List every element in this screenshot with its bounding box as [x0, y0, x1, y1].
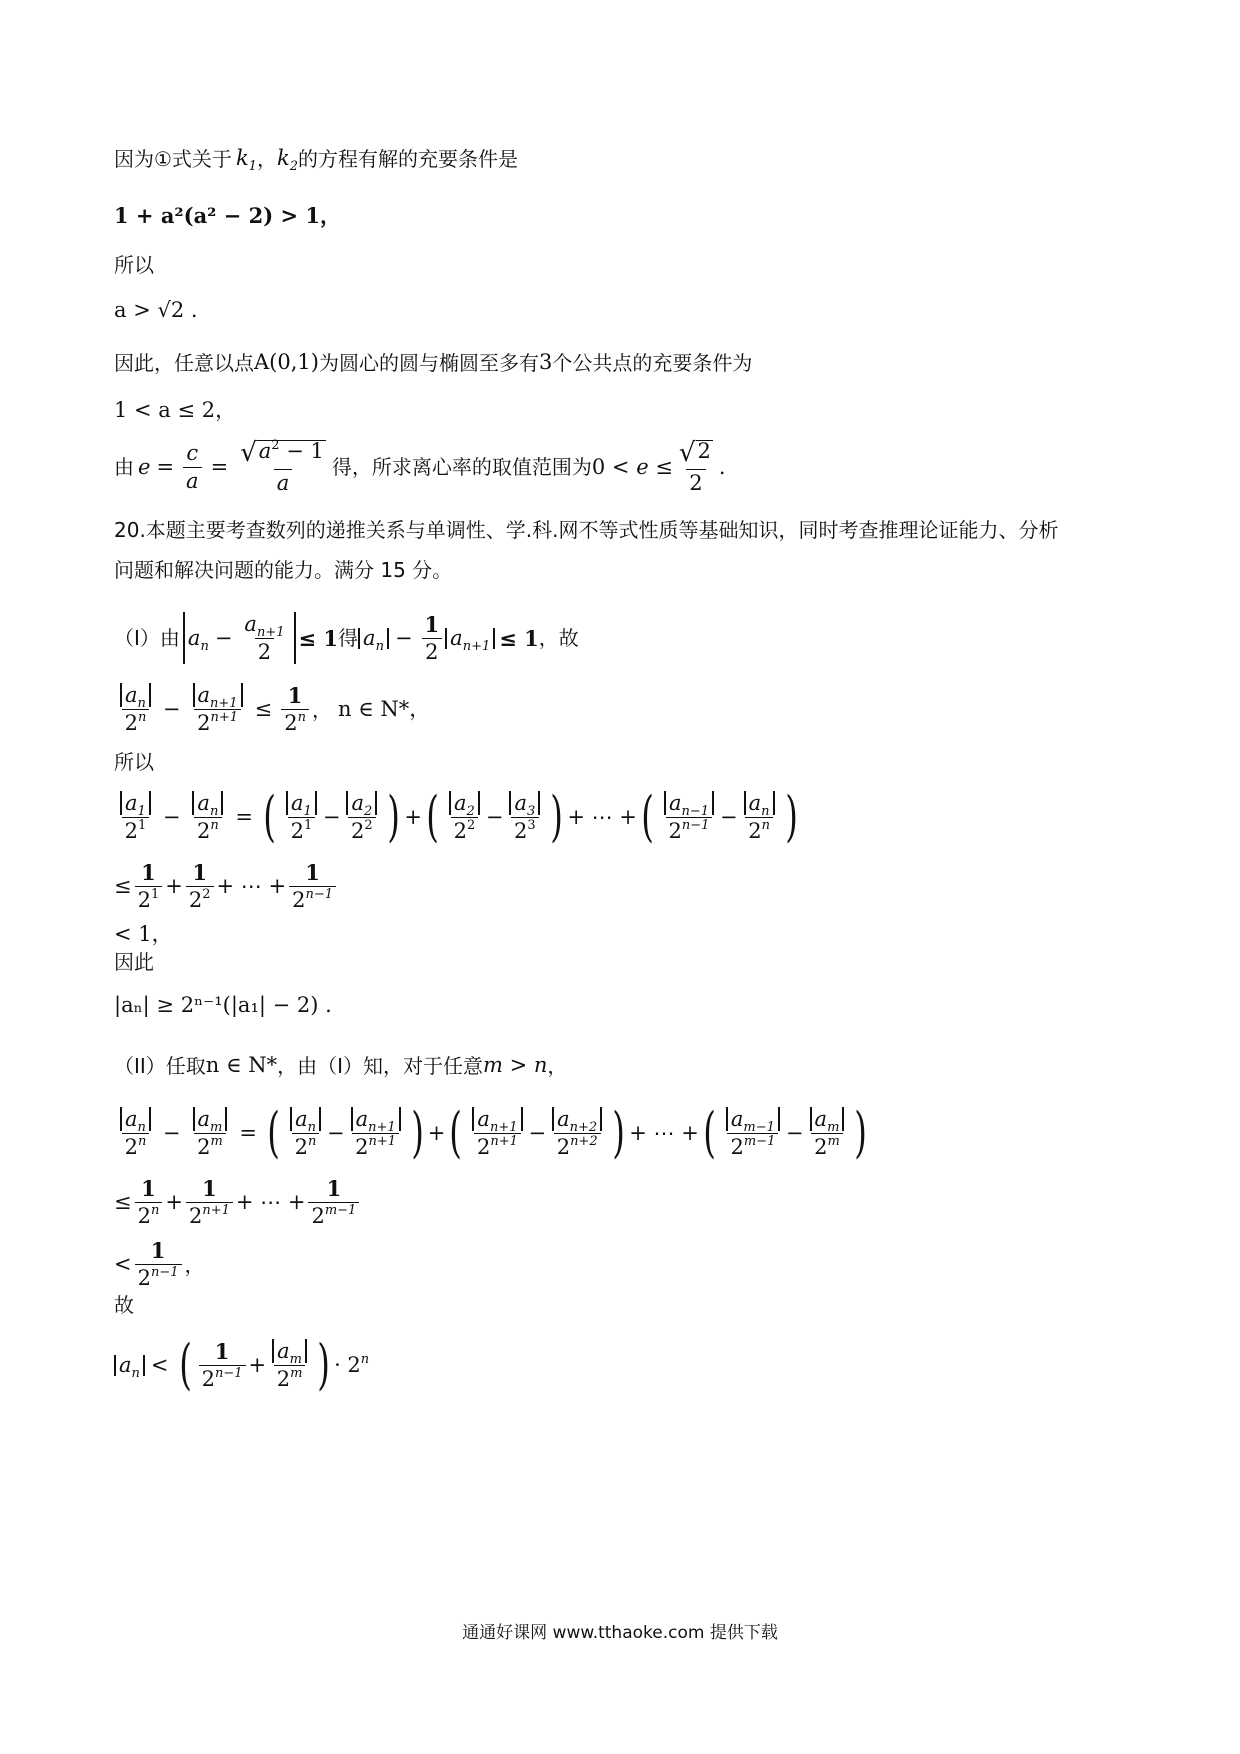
text-line	[114, 1055, 567, 1076]
formula-line: ≤ $\frac{1}{2^1}$ + $\frac{1}{2^2}$ + ⋯ + $\frac{1}{2^{n-1}}$	[114, 862, 339, 911]
formula-line: < $\frac{1}{2^{n-1}}$ ，	[114, 1238, 205, 1290]
text: 的方程有解的充要条件是	[297, 146, 518, 171]
text: 为圆心的圆与椭圆至多有	[318, 350, 539, 375]
text-line: 20.本题主要考查数列的递推关系与单调性、学.科.网不等式性质等基础知识，同时考查推理论证能力、分析	[114, 518, 1059, 542]
text-line: 因为①式关于 $k_1$ ， $k_2$ 的方程有解的充要条件是	[114, 146, 518, 174]
text-line: 问题和解决问题的能力。满分 15 分。	[114, 558, 453, 582]
formula-line: $\frac{a_n}{2^n}$ − $\frac{a_{n+1}}{2^{n+1}}$ ≤ $\frac{1}{2^n}$ ， n ∈ N*，	[114, 685, 430, 734]
formula-line: （I）由 $a_n$ − $\frac{a_{n+1}}{2}$ ≤ 1 得 $a_n$ − $\frac{1}{2}$ $a_{n+1}$ ≤ 1 ，故	[114, 611, 579, 664]
formula-line: 由 e = $\frac{c}{a}$ = √ $a^2 - 1$ a 得，所求离心率的取值范围为 0 < e ≤ √ 2 2 .	[114, 438, 726, 495]
formula-line: < 1，	[114, 922, 173, 946]
formula-line: |aₙ| ≥ 2ⁿ⁻¹(|a₁| − 2) .	[114, 993, 332, 1017]
text-line	[114, 352, 752, 373]
text: （I）由	[114, 626, 180, 650]
text: 得，所求离心率的取值范围为	[331, 455, 592, 479]
text-line: 故	[114, 1293, 134, 1317]
page-footer: 通通好课网 www.tthaoke.com 提供下载	[462, 1623, 778, 1643]
text: 因此，任意以点	[114, 350, 254, 375]
text: （II）任取	[114, 1053, 206, 1078]
formula-line: 1 < a ≤ 2，	[114, 398, 237, 422]
text: ，故	[538, 626, 579, 650]
formula-line: 1 + a²(a² − 2) > 1，	[114, 203, 341, 228]
formula-line: ≤ $\frac{1}{2^n}$ + $\frac{1}{2^{n+1}}$ + ⋯ + $\frac{1}{2^{m-1}}$	[114, 1178, 362, 1227]
text: 得	[338, 626, 359, 650]
formula-line: $\frac{a_1}{2^1}$ − $\frac{a_n}{2^n}$ = ( $\frac{a_1}{2^1}$ − $\frac{a_2}{2^2}$ ) + ( $\frac{a_2}{2^2}$ − $\frac{a_3}{2^3}$ ) + ⋯ + ( $\frac{a_{n-1}}{2^{n-1}}$ − $\frac{a_n}{2^n}$ )	[114, 790, 802, 844]
text: 个公共点的充要条件为	[552, 350, 753, 375]
text: ，由（I）知，对于任意	[277, 1053, 483, 1078]
text: ≤	[114, 874, 132, 898]
text-line: 所以	[114, 750, 154, 774]
set-condition: n ∈ N*	[205, 1053, 278, 1077]
set-condition: n ∈ N*，	[337, 697, 431, 721]
text-line: 因此	[114, 950, 154, 974]
text: 由	[114, 455, 134, 479]
formula-line: $a_n$ < ( $\frac{1}{2^{n-1}}$ + $\frac{a_m}{2^m}$ ) · $2^n$	[114, 1338, 369, 1392]
formula-line: $\frac{a_n}{2^n}$ − $\frac{a_m}{2^m}$ = ( $\frac{a_n}{2^n}$ − $\frac{a_{n+1}}{2^{n+1}}$ ) + ( $\frac{a_{n+1}}{2^{n+1}}$ − $\frac{a_{n+2}}{2^{n+2}}$ ) + ⋯ + ( $\frac{a_{m-1}}{2^{m-1}}$ − $\frac{a_m}{2^m}$ )	[114, 1106, 871, 1160]
text-line: 所以	[114, 253, 154, 277]
text: ，	[311, 697, 332, 722]
point-label: A(0,1)	[254, 350, 319, 374]
condition: m > n	[483, 1053, 548, 1077]
text: 因为①式关于	[114, 146, 232, 171]
formula-line: a > √2 .	[114, 298, 198, 322]
number: 3	[538, 350, 553, 374]
text: ，	[547, 1053, 568, 1078]
